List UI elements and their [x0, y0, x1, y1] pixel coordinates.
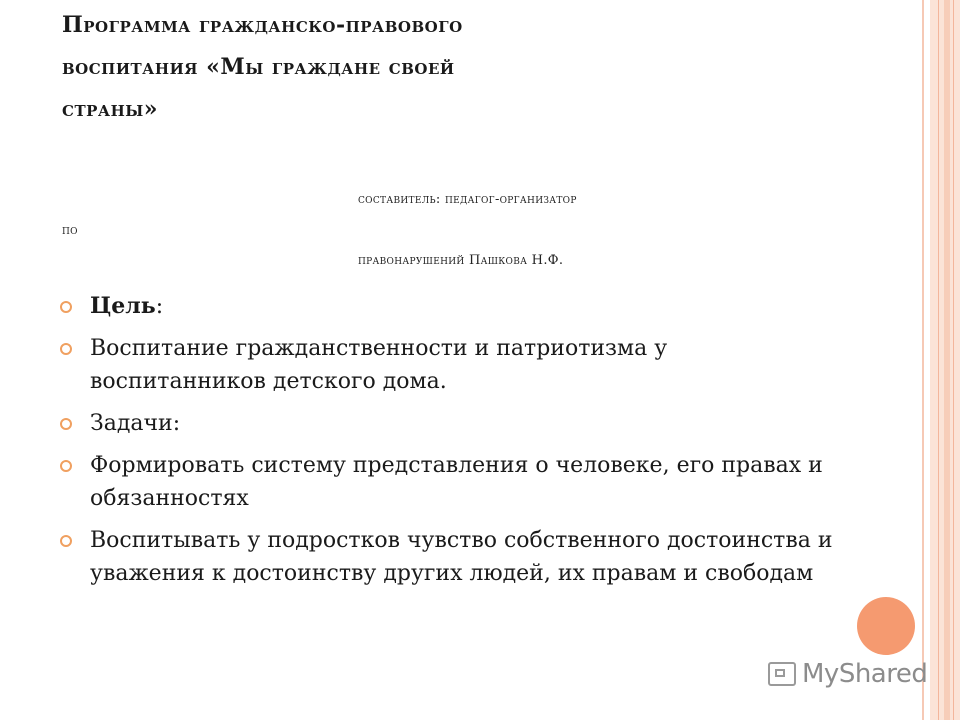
bullet-item: [58, 332, 838, 398]
decorative-band-line: [944, 0, 950, 720]
bullet-icon: [60, 301, 72, 313]
watermark-text: MyShared: [802, 659, 928, 689]
author-line: составитель: педагог-организатор: [358, 192, 577, 207]
bullet-text: Задачи:: [90, 411, 181, 436]
bullet-item: [58, 449, 838, 515]
bullet-icon: [60, 460, 72, 472]
decorative-circle: [857, 597, 915, 655]
bullet-item: [58, 290, 838, 323]
frame-line: [922, 0, 924, 720]
bullet-text: Воспитывать у подростков чувство собственного достоинства и уважения к достоинству других людей, их правам и свободам: [90, 528, 833, 586]
bullet-text: Формировать систему представления о человеке, его правах и обязанностях: [90, 453, 823, 511]
title-line: воспитания «Мы граждане своей: [62, 54, 455, 80]
watermark: [768, 656, 927, 692]
slide-title: [62, 4, 862, 130]
bullet-icon: [60, 535, 72, 547]
title-line: страны»: [62, 96, 159, 122]
bullet-text: Воспитание гражданственности и патриотизма у воспитанников детского дома.: [90, 336, 668, 394]
presentation-icon: [768, 662, 796, 686]
author-line: по: [62, 223, 78, 238]
bullet-item: [58, 524, 838, 590]
bullet-bold: Цель: [90, 293, 156, 319]
author-line: правонарушений Пашкова Н.Ф.: [358, 253, 564, 268]
decorative-band-line: [953, 0, 954, 720]
bullet-icon: [60, 343, 72, 355]
title-line: Программа гражданско-правового: [62, 12, 463, 38]
bullet-icon: [60, 418, 72, 430]
decorative-band-line: [938, 0, 939, 720]
bullet-list: [58, 290, 838, 599]
bullet-item: [58, 407, 838, 440]
bullet-text: :: [155, 294, 164, 319]
